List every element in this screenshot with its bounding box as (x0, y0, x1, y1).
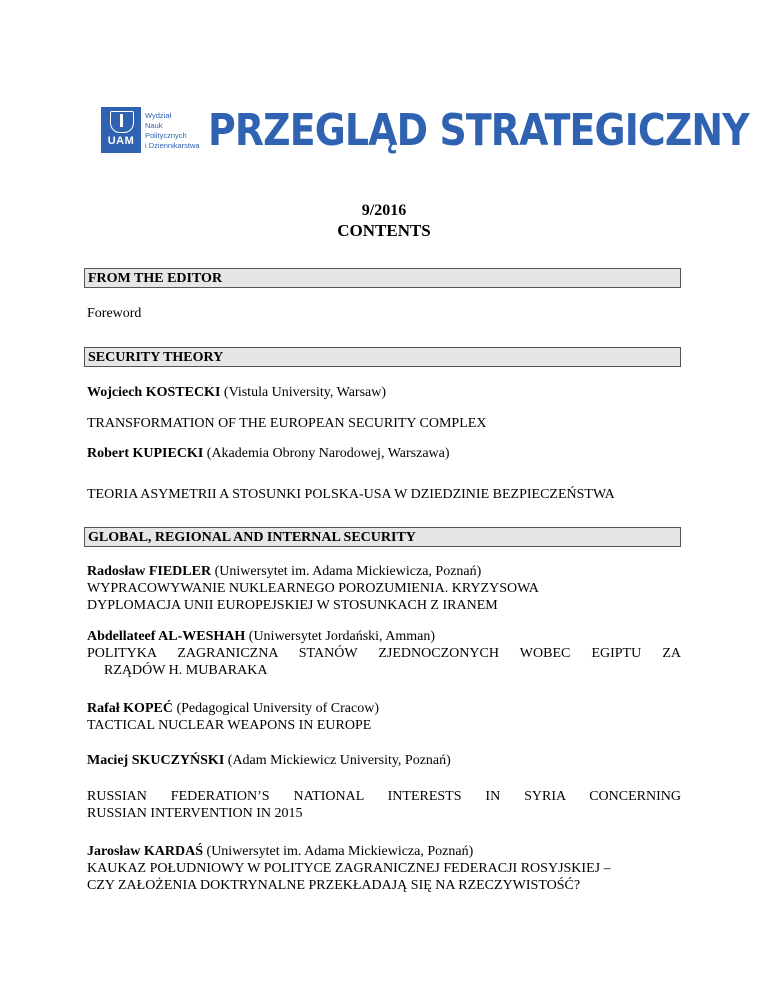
author-affiliation: (Vistula University, Warsaw) (223, 385, 387, 400)
faculty-name (145, 111, 205, 151)
section-header-theory: SECURITY THEORY (84, 347, 681, 367)
entry-title-line: DYPLOMACJA UNII EUROPEJSKIEJ W STOSUNKACH Z IRANEM (87, 598, 498, 613)
author-affiliation: (Akademia Obrony Narodowej, Warszawa) (206, 446, 450, 461)
author-affiliation: (Uniwersytet im. Adama Mickiewicza, Poznań) (214, 564, 482, 579)
faculty-line: i Dziennikarstwa (145, 141, 200, 150)
author-name: Radosław FIEDLER (87, 564, 212, 579)
author-name: Rafał KOPEĆ (87, 701, 173, 716)
entry-title-line: KAUKAZ POŁUDNIOWY W POLITYCE ZAGRANICZNEJ FEDERACJI ROSYJSKIEJ – (87, 861, 611, 876)
author-affiliation: (Pedagogical University of Cracow) (176, 701, 380, 716)
entry-author-line (87, 843, 681, 861)
entry-author-line (87, 445, 681, 463)
editor-item-foreword: Foreword (87, 306, 142, 321)
author-name: Wojciech KOSTECKI (87, 385, 221, 400)
entry-title: TRANSFORMATION OF THE EUROPEAN SECURITY COMPLEX (87, 416, 487, 431)
entry-author-line (87, 628, 681, 646)
entry-author-line (87, 752, 681, 770)
author-name: Jarosław KARDAŚ (87, 844, 204, 859)
section-header-global: GLOBAL, REGIONAL AND INTERNAL SECURITY (84, 527, 681, 547)
entry-title-line: RUSSIAN INTERVENTION IN 2015 (87, 806, 303, 821)
author-name: Maciej SKUCZYŃSKI (87, 753, 225, 768)
section-header-editor: FROM THE EDITOR (84, 268, 681, 288)
crest-icon (110, 111, 134, 133)
author-name: Robert KUPIECKI (87, 446, 204, 461)
faculty-line: Nauk Politycznych (145, 121, 187, 140)
entry-title-line: POLITYKA ZAGRANICZNA STANÓW ZJEDNOCZONYCH WOBEC EGIPTU ZA (87, 646, 681, 661)
author-affiliation: (Uniwersytet im. Adama Mickiewicza, Poznań) (206, 844, 474, 859)
entry-title-line: TACTICAL NUCLEAR WEAPONS IN EUROPE (87, 718, 372, 733)
entry-title-line: RZĄDÓW H. MUBARAKA (104, 663, 268, 678)
university-logo (101, 107, 141, 153)
faculty-line: Wydział (145, 111, 172, 120)
journal-masthead: PRZEGLĄD STRATEGICZNY (208, 105, 749, 156)
entry-title-line: CZY ZAŁOŻENIA DOKTRYNALNE PRZEKŁADAJĄ SIĘ NA RZECZYWISTOŚĆ? (87, 878, 581, 893)
entry-title-line: RUSSIAN FEDERATION’S NATIONAL INTERESTS IN SYRIA CONCERNING (87, 789, 681, 804)
entry-title: TEORIA ASYMETRII A STOSUNKI POLSKA-USA W DZIEDZINIE BEZPIECZEŃSTWA (87, 487, 615, 502)
author-name: Abdellateef AL-WESHAH (87, 629, 246, 644)
entry-author-line (87, 700, 681, 718)
author-affiliation: (Uniwersytet Jordański, Amman) (248, 629, 436, 644)
author-affiliation: (Adam Mickiewicz University, Poznań) (227, 753, 451, 768)
logo-abbr: UAM (107, 135, 135, 147)
entry-author-line (87, 384, 681, 402)
entry-author-line (87, 563, 681, 581)
contents-heading: CONTENTS (337, 221, 431, 240)
entry-title-line: WYPRACOWYWANIE NUKLEARNEGO POROZUMIENIA. KRYZYSOWA (87, 581, 539, 596)
issue-number: 9/2016 (361, 202, 407, 219)
